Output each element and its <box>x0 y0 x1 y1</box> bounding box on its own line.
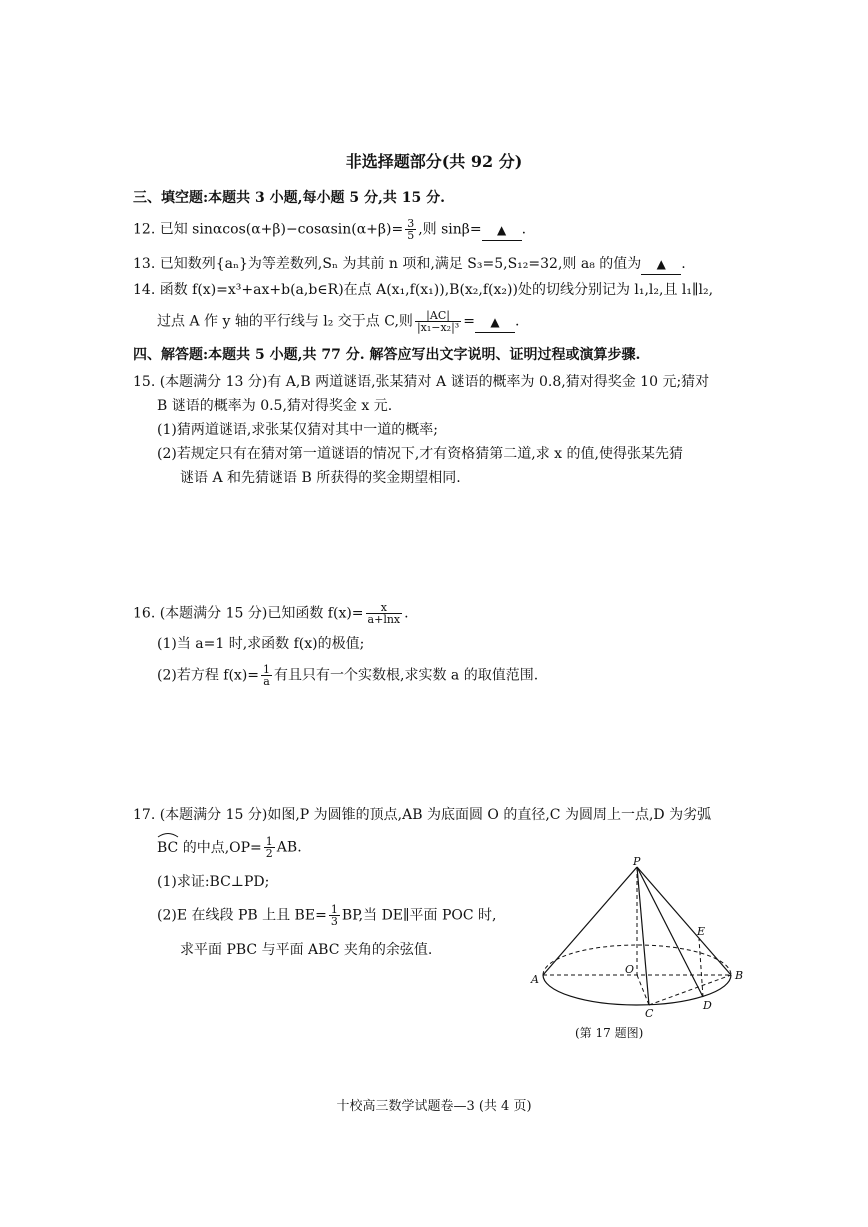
fill-in-section-header: 三、填空题:本题共 3 小题,每小题 5 分,共 15 分. <box>133 190 445 206</box>
question-12: 12. 已知 sinαcos(α+β)−cosαsin(α+β)= $\frac{3}{5}$ ,则 sinβ= ▲ . <box>133 217 527 242</box>
question-15-part2-line2: 谜语 A 和先猜谜语 B 所获得的奖金期望相同. <box>180 470 461 486</box>
solution-section-header: 四、解答题:本题共 5 小题,共 77 分. 解答应写出文字说明、证明过程或演算步骤. <box>133 347 641 363</box>
label-C: C <box>645 1007 654 1020</box>
question-15-line2: B 谜语的概率为 0.5,猜对得奖金 x 元. <box>157 398 393 414</box>
question-17-line2: BC 的中点,OP= $\frac{1}{2}$ AB. <box>157 835 302 860</box>
q14-fraction: $\frac{|AC|}{\text{|x₁−x₂|³}}$ <box>416 309 460 334</box>
label-D: D <box>703 999 712 1012</box>
question-17-part2-line1: (2)E 在线段 PB 上且 BE= $\frac{1}{3}$ BP,当 DE∥平面 POC 时, <box>157 903 497 928</box>
page-footer: 十校高三数学试题卷—3 (共 4 页) <box>336 1099 532 1114</box>
label-O: O <box>625 963 635 976</box>
label-P: P <box>633 855 641 868</box>
q13-answer-blank: ▲ <box>641 254 681 275</box>
question-16-part2: (2)若方程 f(x)= $\frac{1}{a}$ 有且只有一个实数根,求实数 a 的取值范围. <box>157 663 539 688</box>
question-16-part1: (1)当 a=1 时,求函数 f(x)的极值; <box>157 636 365 652</box>
q17-part2-fraction: $\frac{1}{3}$ <box>330 903 338 928</box>
question-15-part1: (1)猜两道谜语,求张某仅猜对其中一道的概率; <box>157 422 438 438</box>
section-title: 非选择题部分(共 92 分) <box>345 152 523 171</box>
q12-suffix: ,则 sinβ= <box>418 221 482 238</box>
cone-figure <box>525 855 755 1020</box>
q12-prefix: 12. 已知 sinαcos(α+β)−cosαsin(α+β)= <box>133 221 404 238</box>
question-16-line1: 16. (本题满分 15 分)已知函数 f(x)= $\frac{x}{a+\ln x}$ . <box>133 601 409 626</box>
question-15-line1: 15. (本题满分 13 分)有 A,B 两道谜语,张某猜对 A 谜语的概率为 0.8,猜对得奖金 10 元;猜对 <box>133 374 710 390</box>
edge-PA <box>543 867 637 975</box>
label-B: B <box>735 969 744 982</box>
q13-text: 13. 已知数列{aₙ}为等差数列,Sₙ 为其前 n 项和,满足 S₃=5,S₁₂=32,则 a₈ 的值为 <box>133 256 642 272</box>
q12-answer-blank: ▲ <box>482 220 522 241</box>
q16-part2-fraction: $\frac{1}{a}$ <box>263 663 271 688</box>
question-17-part1: (1)求证:BC⊥PD; <box>157 874 270 890</box>
q16-fraction: $\frac{x}{a+\ln x}$ <box>367 601 401 626</box>
question-14-line2: 过点 A 作 y 轴的平行线与 l₂ 交于点 C,则 $\frac{|AC|}{\text{|x₁−x₂|³}}$ = ▲ . <box>157 309 520 334</box>
arc-mark-icon <box>156 830 180 838</box>
q17-fraction: $\frac{1}{2}$ <box>265 835 273 860</box>
figure-caption: (第 17 题图) <box>575 1026 644 1040</box>
q12-fraction: $\frac{3}{5}$ <box>407 217 415 242</box>
question-17-part2-line2: 求平面 PBC 与平面 ABC 夹角的余弦值. <box>180 942 433 958</box>
label-E: E <box>697 925 706 938</box>
question-15-part2-line1: (2)若规定只有在猜对第一道谜语的情况下,才有资格猜第二道,求 x 的值,使得张某先猜 <box>157 446 683 462</box>
question-14-line1: 14. 函数 f(x)=x³+ax+b(a,b∈R)在点 A(x₁,f(x₁)),B(x₂,f(x₂))处的切线分别记为 l₁,l₂,且 l₁∥l₂, <box>133 282 714 298</box>
question-17-line1: 17. (本题满分 15 分)如图,P 为圆锥的顶点,AB 为底面圆 O 的直径,C 为圆周上一点,D 为劣弧 <box>133 807 712 823</box>
label-A: A <box>531 973 539 986</box>
q14-answer-blank: ▲ <box>475 312 515 333</box>
segment-DE <box>699 939 703 997</box>
question-13: 13. 已知数列{aₙ}为等差数列,Sₙ 为其前 n 项和,满足 S₃=5,S₁₂=32,则 a₈ 的值为 ▲ . <box>133 254 686 275</box>
